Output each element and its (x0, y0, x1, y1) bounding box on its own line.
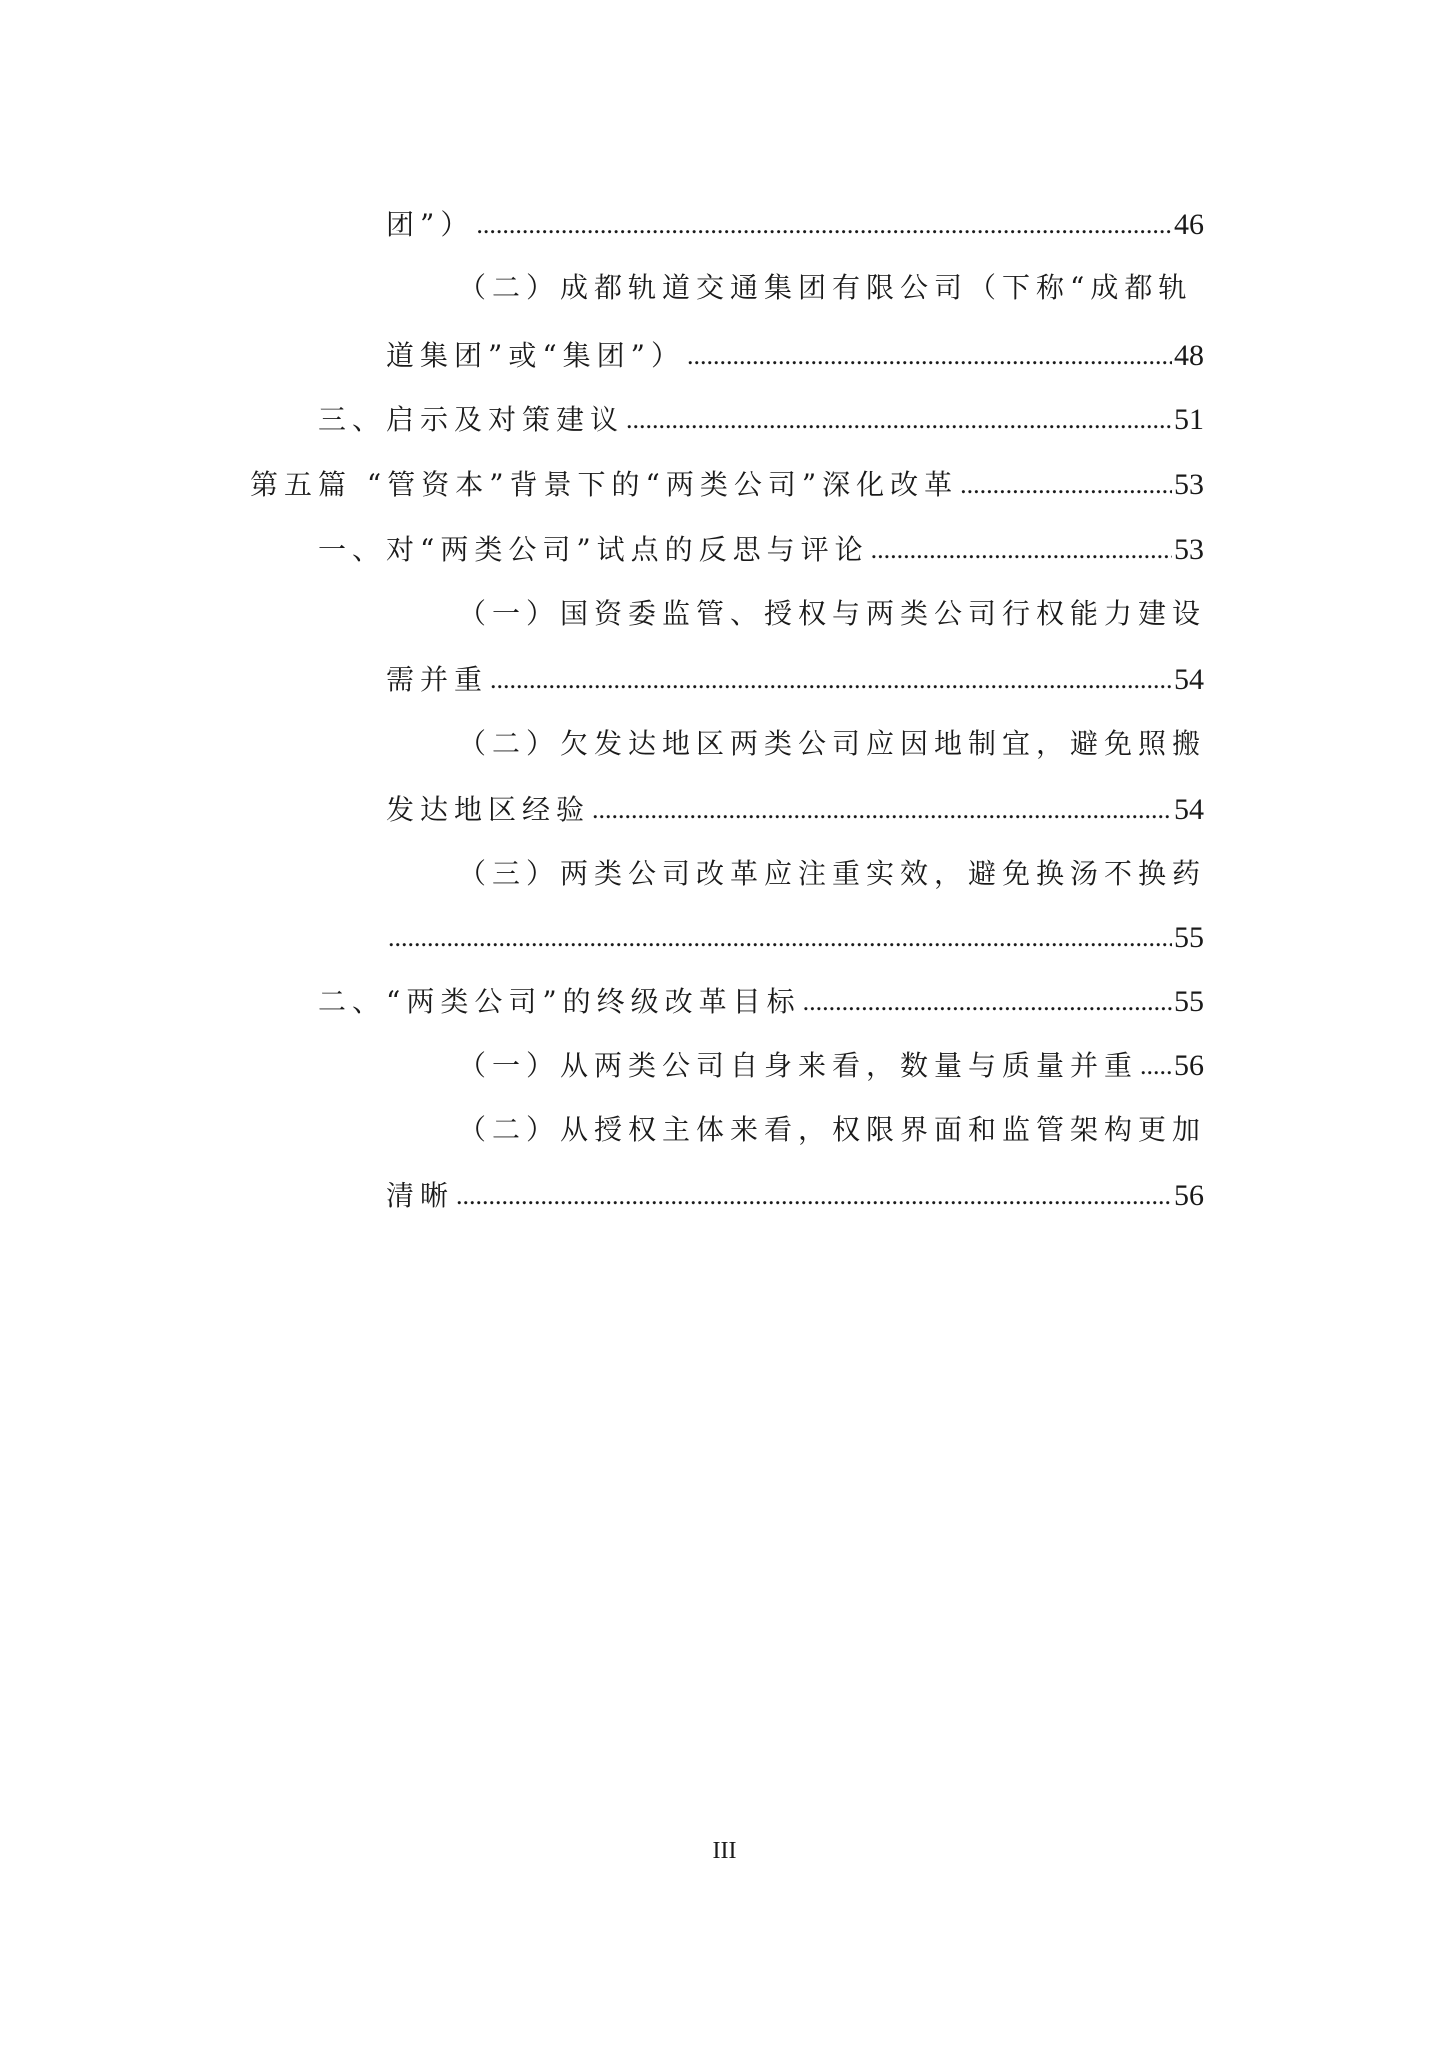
toc-leader-dots (803, 982, 1172, 1022)
toc-entry-text: 发达地区经验 (386, 793, 591, 826)
toc-entry[interactable] (458, 1100, 1207, 1150)
toc-entry-text: （二）成都轨道交通集团有限公司（下称“成都轨 (458, 271, 1193, 304)
toc-entry-text: 团”） (386, 208, 475, 241)
toc-entry[interactable] (386, 650, 1204, 700)
toc-page-number: 48 (1174, 339, 1204, 372)
toc-leader-dots (1140, 1046, 1172, 1086)
toc-entry[interactable] (458, 258, 1204, 308)
toc-leader-dots (871, 530, 1172, 570)
toc-entry-text: （二）欠发达地区两类公司应因地制宜，避免照搬 (458, 727, 1207, 760)
toc-leader-dots (687, 336, 1172, 376)
toc-entry-text: （三）两类公司改革应注重实效，避免换汤不换药 (458, 857, 1207, 890)
toc-entry[interactable] (386, 1166, 1204, 1216)
toc-page-number: 53 (1174, 533, 1204, 566)
toc-entry[interactable] (458, 1036, 1204, 1086)
toc-entry[interactable] (318, 520, 1204, 570)
toc-leader-dots (388, 918, 1172, 958)
toc-entry[interactable] (318, 972, 1204, 1022)
toc-entry[interactable] (458, 584, 1207, 634)
toc-leader-dots (592, 790, 1172, 830)
toc-entry-text: 道集团”或“集团”） (386, 339, 685, 372)
toc-entry[interactable] (318, 390, 1204, 440)
toc-leader-dots (490, 660, 1172, 700)
toc-entry[interactable] (386, 326, 1204, 376)
toc-page-number: 53 (1174, 468, 1204, 501)
toc-entry[interactable] (386, 195, 1204, 245)
toc-page-number: 55 (1174, 921, 1204, 954)
toc-entry-text: 第五篇 “管资本”背景下的“两类公司”深化改革 (250, 468, 959, 501)
toc-entry-text: 一、对“两类公司”试点的反思与评论 (318, 533, 869, 566)
toc-entry-text: 需并重 (386, 663, 489, 696)
toc-entry[interactable] (458, 844, 1207, 894)
toc-entry-text: （二）从授权主体来看，权限界面和监管架构更加 (458, 1113, 1207, 1146)
toc-page-number: 51 (1174, 403, 1204, 436)
toc-page-number: 46 (1174, 208, 1204, 241)
toc-page-number: 55 (1174, 985, 1204, 1018)
toc-entry[interactable] (458, 714, 1207, 764)
toc-entry-text: （一）从两类公司自身来看，数量与质量并重 (458, 1049, 1139, 1082)
toc-page-number: 56 (1174, 1049, 1204, 1082)
toc-entry[interactable] (250, 455, 1204, 505)
toc-entry-text: 三、启示及对策建议 (318, 403, 625, 436)
page-footer-number: III (712, 1838, 737, 1864)
toc-entry[interactable] (386, 908, 1204, 958)
toc-leader-dots (456, 1176, 1172, 1216)
toc-entry-text: 二、“两类公司”的终级改革目标 (318, 985, 801, 1018)
toc-leader-dots (960, 465, 1172, 505)
toc-page-number: 56 (1174, 1179, 1204, 1212)
toc-leader-dots (476, 205, 1172, 245)
toc-page-number: 54 (1174, 663, 1204, 696)
toc-entry[interactable] (386, 780, 1204, 830)
toc-leader-dots (626, 400, 1172, 440)
toc-entry-text: （一）国资委监管、授权与两类公司行权能力建设 (458, 597, 1207, 630)
toc-entry-text: 清晰 (386, 1179, 455, 1212)
toc-page-number: 54 (1174, 793, 1204, 826)
